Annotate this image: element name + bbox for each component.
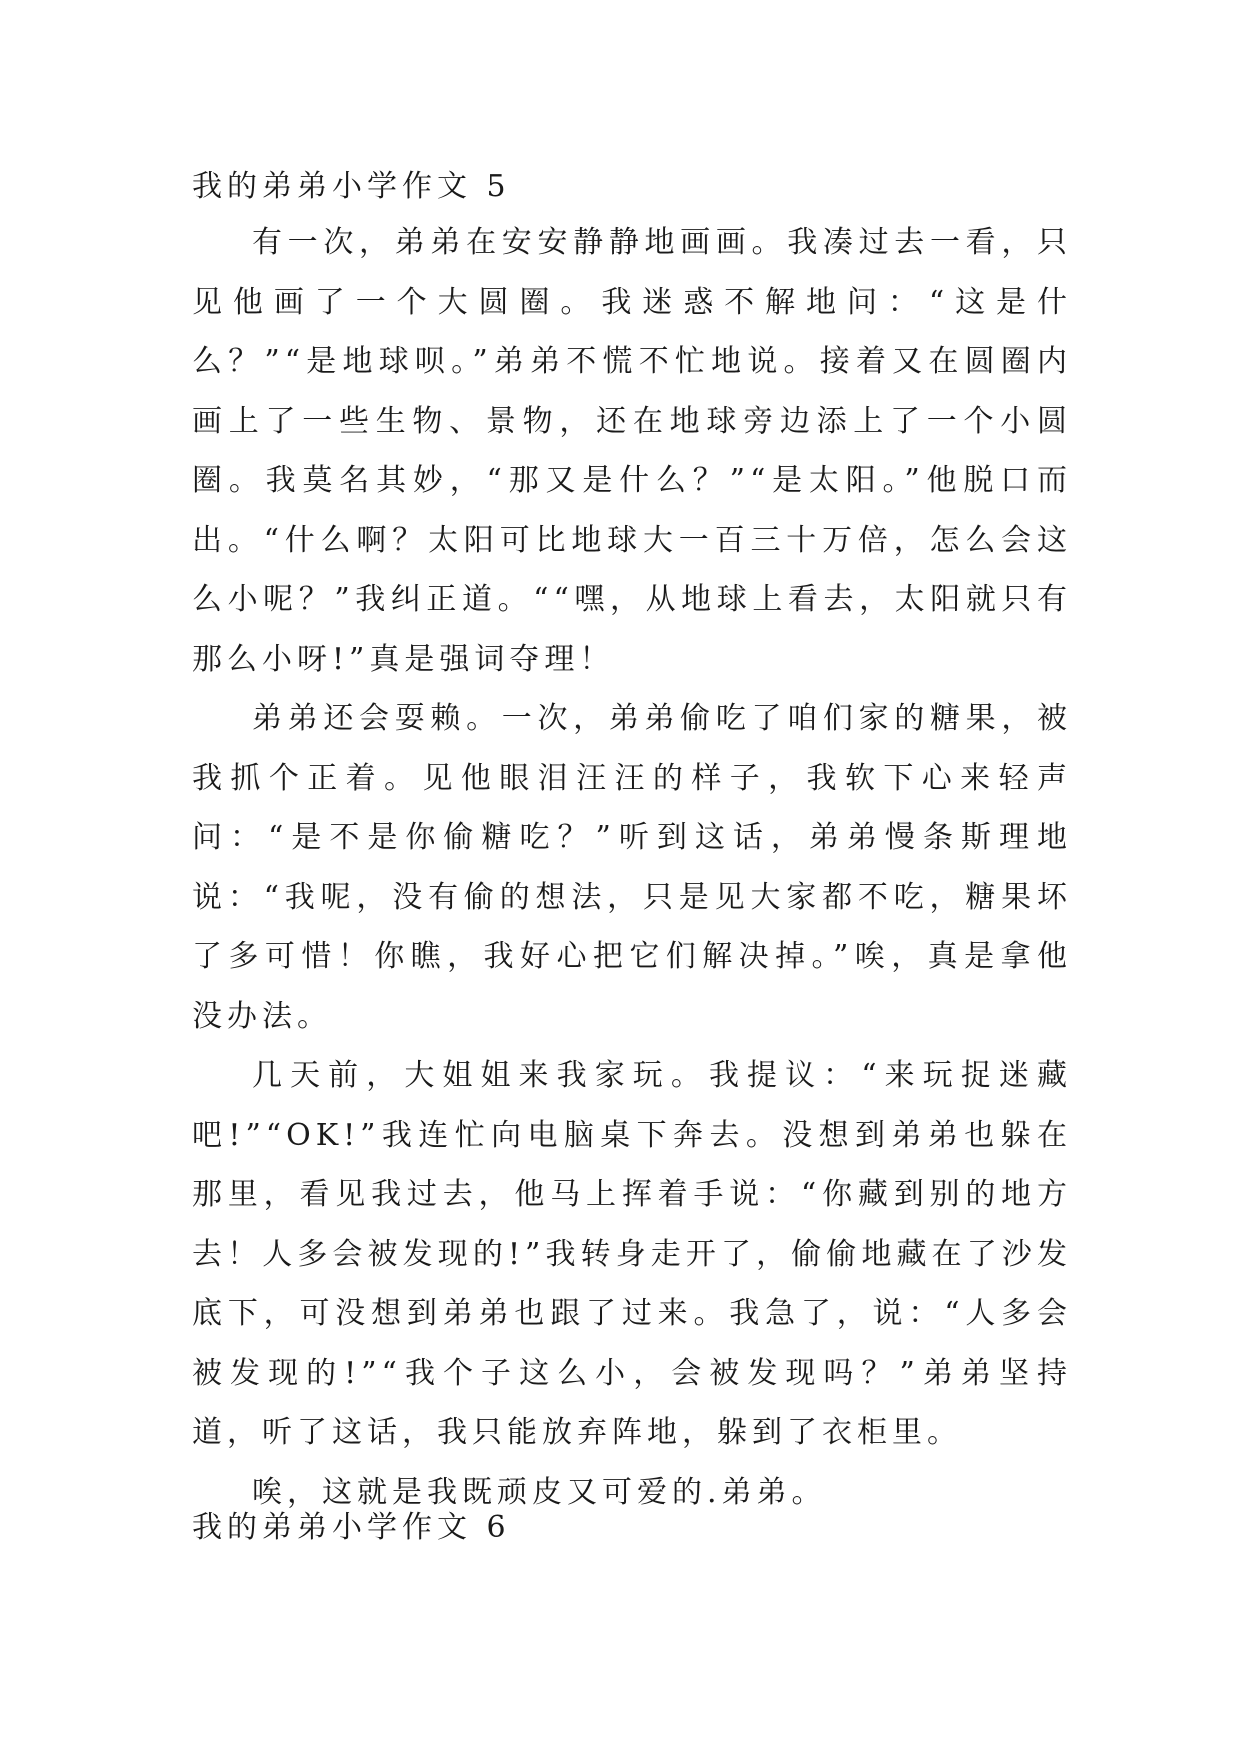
paragraph-4: 唉，这就是我既顽皮又可爱的.弟弟。: [252, 1474, 827, 1510]
section-body-5: [192, 213, 1072, 1522]
section-title-6: 我的弟弟小学作文 6: [192, 1510, 511, 1545]
paragraph-1: 有一次，弟弟在安安静静地画画。我凑过去一看，只见他画了一个大圆圈。我迷惑不解地问：“这是什么？”“是地球呗。”弟弟不慌不忙地说。接着又在圆圈内画上了一些生物、景物，还在地球旁边添上了一个小圆圈。我莫名其妙，“那又是什么？”“是太阳。”他脱口而出。“什么啊？太阳可比地球大一百三十万倍，怎么会这么小呢？”我纠正道。““嘿，从地球上看去，太阳就只有那么小呀!”真是强词夺理！: [192, 225, 1072, 677]
section-title-5: 我的弟弟小学作文 5: [192, 169, 511, 204]
paragraph-2: 弟弟还会耍赖。一次，弟弟偷吃了咱们家的糖果，被我抓个正着。见他眼泪汪汪的样子，我软下心来轻声问：“是不是你偷糖吃？”听到这话，弟弟慢条斯理地说：“我呢，没有偷的想法，只是见大家都不吃，糖果坏了多可惜！你瞧，我好心把它们解决掉。”唉，真是拿他没办法。: [192, 701, 1072, 1034]
paragraph-3: 几天前，大姐姐来我家玩。我提议：“来玩捉迷藏吧!”“OK!”我连忙向电脑桌下奔去。没想到弟弟也躲在那里，看见我过去，他马上挥着手说：“你藏到别的地方去！人多会被发现的!”我转身走开了，偷偷地藏在了沙发底下，可没想到弟弟也跟了过来。我急了，说：“人多会被发现的!”“我个子这么小，会被发现吗？”弟弟坚持道，听了这话，我只能放弃阵地，躲到了衣柜里。: [192, 1058, 1072, 1450]
